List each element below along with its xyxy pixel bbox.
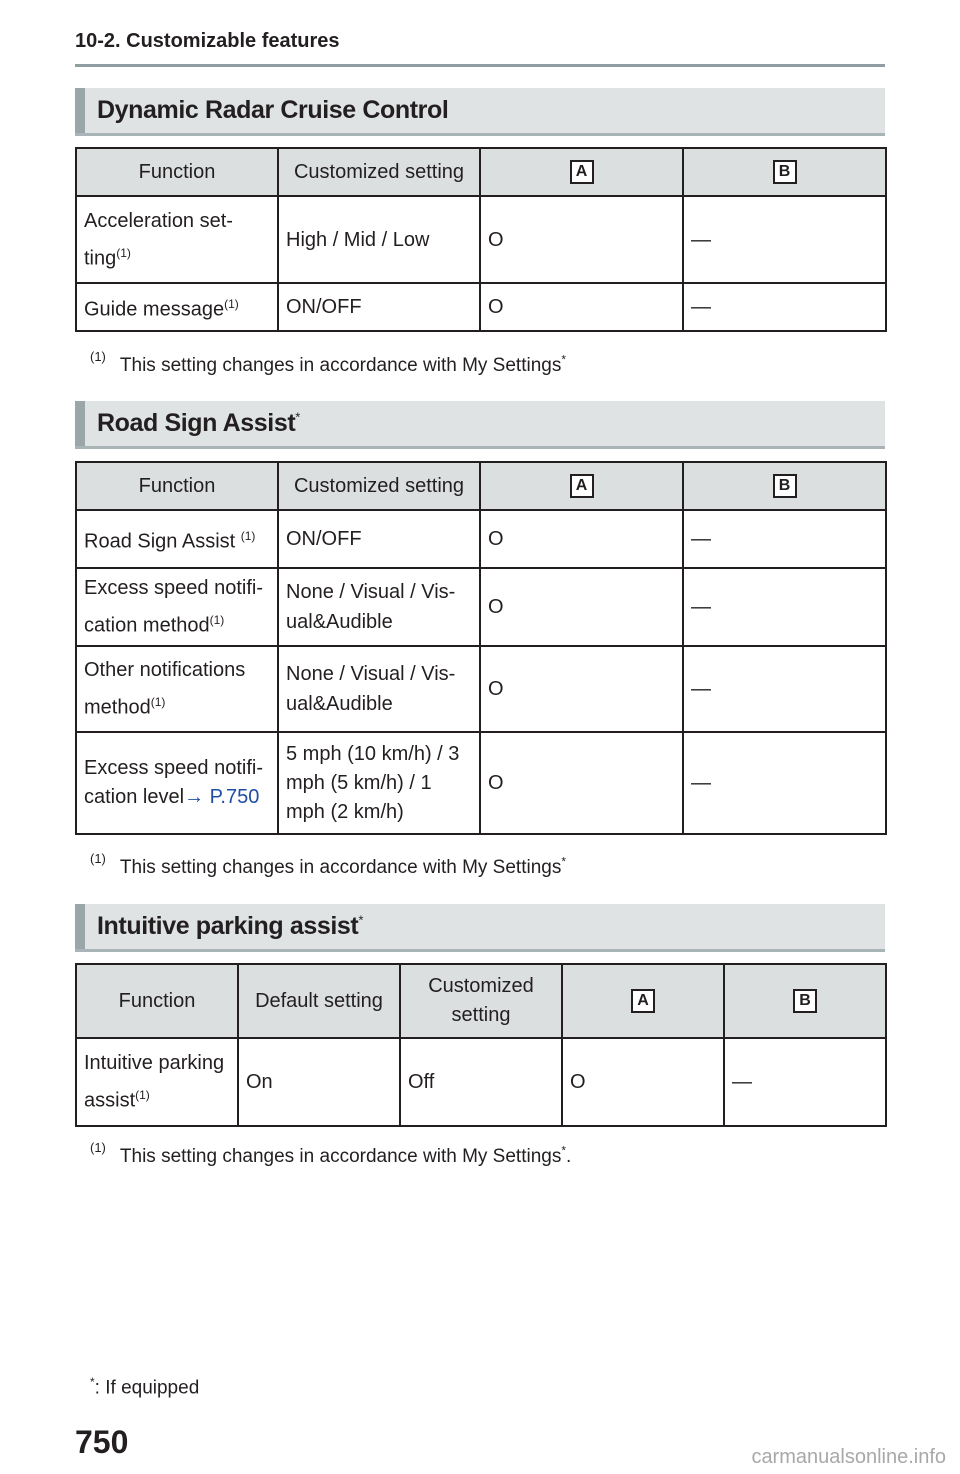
cell-b: — (683, 196, 886, 283)
footnote-mark: (1) (135, 1088, 150, 1103)
section-heading-parking (75, 904, 885, 952)
col-header-b (683, 148, 886, 196)
road-sign-table (75, 461, 887, 835)
footnote-mark: (1) (240, 529, 256, 544)
asterisk-mark: * (358, 912, 363, 928)
col-header-a (480, 148, 683, 196)
section-heading-radar (75, 88, 885, 136)
heading-accent (75, 88, 85, 133)
cell-a: O (480, 283, 683, 331)
setting-text: ual&Audible (286, 611, 393, 633)
header-text: setting (451, 1004, 511, 1026)
cell-setting: High / Mid / Low (278, 196, 480, 283)
page-number: 750 (75, 1424, 129, 1460)
asterisk-mark: * (561, 1143, 567, 1158)
cell-b: — (724, 1038, 886, 1126)
column-b-badge: B (793, 989, 817, 1013)
header-text: Customized (428, 975, 534, 997)
table-header-row (76, 964, 886, 1038)
cell-a: O (562, 1038, 724, 1126)
cell-b: — (683, 732, 886, 834)
parking-assist-table (75, 963, 887, 1127)
footnote-mark: (1) (209, 613, 225, 628)
asterisk-mark: * (295, 409, 300, 425)
cell-function (76, 1038, 238, 1126)
function-text: ting (84, 247, 117, 270)
page-link[interactable] (184, 786, 259, 808)
function-text: Excess speed notifi- (84, 757, 263, 779)
section-heading-road-sign (75, 401, 885, 449)
cell-b: — (683, 568, 886, 646)
table-header-row (76, 148, 886, 196)
cell-b: — (683, 646, 886, 732)
function-text: Road Sign Assist (84, 530, 241, 553)
link-text: P.750 (209, 786, 260, 808)
asterisk-mark: * (90, 1375, 95, 1389)
note-mark: (1) (90, 1140, 106, 1155)
cell-setting: Off (400, 1038, 562, 1126)
table-row (76, 196, 886, 283)
asterisk-mark: * (561, 854, 567, 869)
note-text: This setting changes in accordance with My Settings (119, 857, 562, 878)
note-text: This setting changes in accordance with My Settings (119, 355, 562, 376)
footnote-mark: (1) (150, 695, 166, 710)
if-equipped-footnote (90, 1375, 199, 1399)
table-row (76, 568, 886, 646)
cell-b: — (683, 510, 886, 568)
table-note-road-sign (90, 851, 566, 879)
note-period: . (566, 1146, 572, 1167)
function-text: Intuitive parking (84, 1052, 225, 1075)
col-header-b (683, 462, 886, 510)
header-rule (75, 64, 885, 67)
function-text: assist (84, 1089, 136, 1112)
cell-default: On (238, 1038, 400, 1126)
setting-text: mph (2 km/h) (286, 800, 404, 823)
running-header: 10-2. Customizable features (75, 30, 340, 52)
cell-setting: ON/OFF (278, 510, 480, 568)
note-mark: (1) (90, 851, 106, 866)
function-text: method (84, 696, 151, 719)
table-row (76, 510, 886, 568)
cell-a: O (480, 732, 683, 834)
cell-setting (278, 732, 480, 834)
cell-function (76, 568, 278, 646)
column-a-badge: A (570, 474, 594, 498)
title-text: Intuitive parking assist (97, 912, 359, 940)
heading-accent (75, 401, 85, 446)
setting-text: 5 mph (10 km/h) / 3 (286, 742, 460, 765)
cell-setting (278, 568, 480, 646)
column-a-badge: A (570, 160, 594, 184)
section-title-road-sign (97, 409, 300, 438)
footnote-mark: (1) (224, 297, 239, 312)
col-header-b (724, 964, 886, 1038)
col-header-function: Function (76, 462, 278, 510)
col-header-customized: Customized setting (278, 148, 480, 196)
watermark: carmanualsonline.info (751, 1446, 946, 1468)
cell-b: — (683, 283, 886, 331)
title-text: Road Sign Assist (97, 409, 296, 437)
table-note-parking (90, 1140, 571, 1168)
cell-a: O (480, 196, 683, 283)
cell-function (76, 283, 278, 331)
col-header-function: Function (76, 964, 238, 1038)
col-header-function: Function (76, 148, 278, 196)
section-title-radar: Dynamic Radar Cruise Control (97, 96, 449, 124)
column-b-badge: B (773, 474, 797, 498)
col-header-a (480, 462, 683, 510)
cell-a: O (480, 646, 683, 732)
cell-function (76, 196, 278, 283)
table-row (76, 732, 886, 834)
table-row (76, 283, 886, 331)
table-row (76, 1038, 886, 1126)
table-header-row (76, 462, 886, 510)
cell-setting (278, 646, 480, 732)
arrow-icon: → (184, 786, 210, 808)
col-header-a (562, 964, 724, 1038)
footnote-text: : If equipped (94, 1377, 200, 1399)
col-header-customized: Customized setting (278, 462, 480, 510)
setting-text: None / Visual / Vis- (286, 581, 456, 603)
asterisk-mark: * (561, 352, 567, 367)
column-a-badge: A (631, 989, 655, 1013)
function-text: cation level (84, 786, 185, 808)
function-text: Other notifications (84, 659, 246, 682)
cell-a: O (480, 568, 683, 646)
setting-text: ual&Audible (286, 693, 393, 715)
column-b-badge: B (773, 160, 797, 184)
function-text: Excess speed notifi- (84, 577, 263, 600)
function-text: Acceleration set- (84, 209, 233, 232)
col-header-default: Default setting (238, 964, 400, 1038)
footnote-mark: (1) (116, 245, 131, 260)
note-text: This setting changes in accordance with My Settings (119, 1146, 562, 1167)
col-header-customized (400, 964, 562, 1038)
note-mark: (1) (90, 349, 106, 364)
cell-function (76, 646, 278, 732)
setting-text: mph (5 km/h) / 1 (286, 771, 432, 794)
table-note-radar (90, 349, 566, 377)
radar-cruise-table (75, 147, 887, 332)
function-text: Guide message (84, 298, 225, 321)
function-text: cation method (84, 614, 210, 637)
cell-a: O (480, 510, 683, 568)
table-row (76, 646, 886, 732)
section-title-parking (97, 912, 363, 941)
heading-accent (75, 904, 85, 949)
setting-text: None / Visual / Vis- (286, 663, 456, 685)
cell-function (76, 510, 278, 568)
cell-setting: ON/OFF (278, 283, 480, 331)
cell-function (76, 732, 278, 834)
